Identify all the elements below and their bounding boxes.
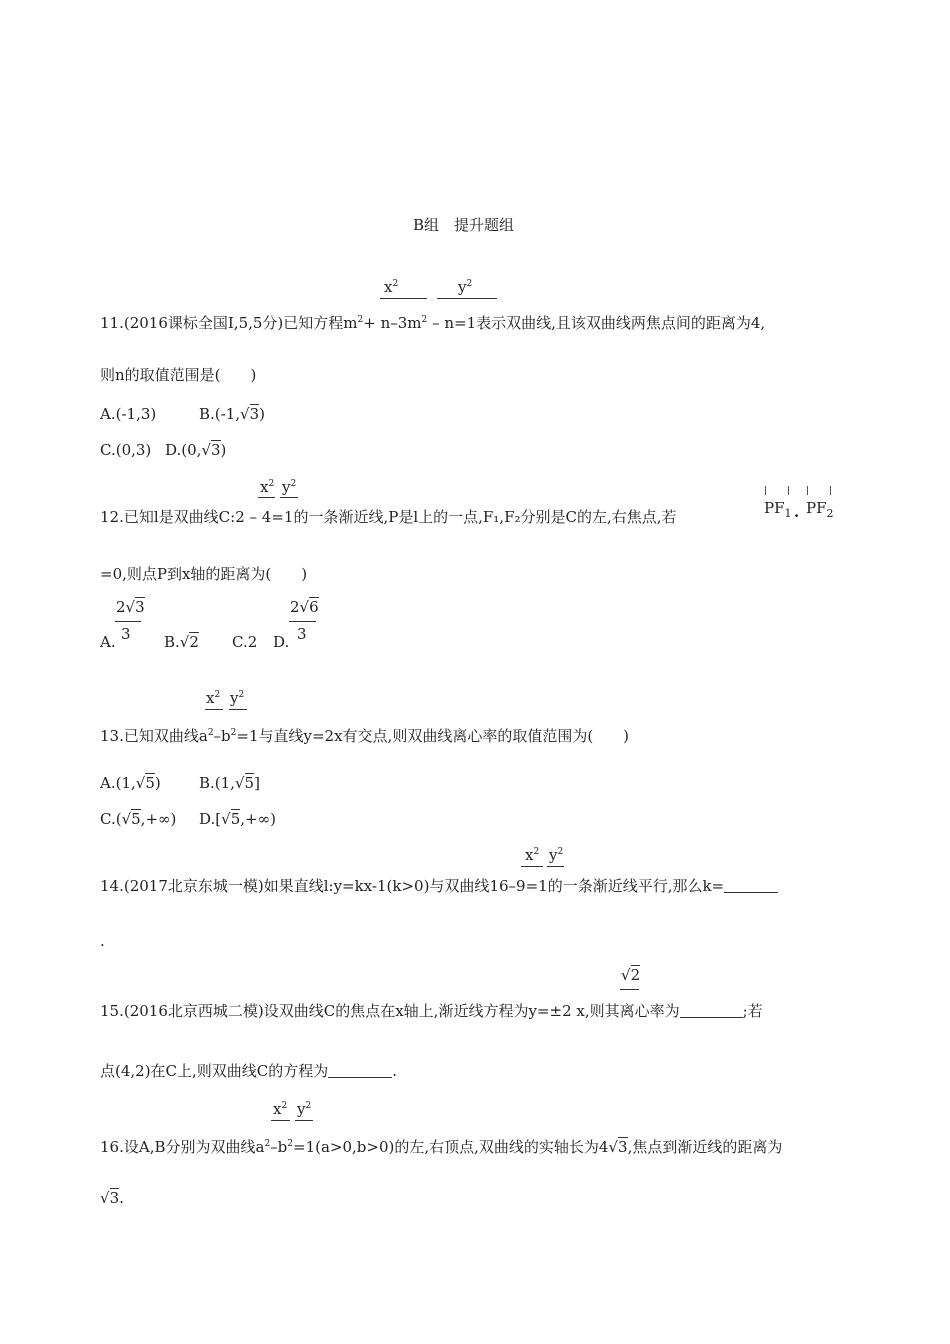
q15-line1: 15.(2016北京西城二模)设双曲线C的焦点在x轴上,渐近线方程为y=±2 x,则其离心率为 ;若 xyxy=(100,1002,763,1020)
q14-line1: 14.(2017北京东城一模)如果直线l:y=kx-1(k>0)与双曲线16–9=1的一条渐近线平行,那么k= xyxy=(100,877,778,895)
q13-option-c: C.(√5,+∞) xyxy=(100,810,177,828)
q13-option-a: A.(1,√5) xyxy=(100,774,161,792)
q13-frac2-denominator: $b^2$ xyxy=(221,727,237,745)
q12-option-b: B.√2 xyxy=(164,633,199,651)
q16-line1: 16.设A,B分别为双曲线$a^2-b^2=1(a>0,b>0)$的左,右顶点,双曲线的实轴长为4√3,焦点到渐近线的距离为 xyxy=(100,1138,783,1156)
q14-line2: . xyxy=(100,932,105,950)
q13-frac2-numerator: $y^2$ xyxy=(230,689,245,707)
q16-frac2-denominator: $b^2$ xyxy=(277,1138,294,1156)
q15-frac-bar xyxy=(620,989,639,990)
q12-option-c: C.2 xyxy=(232,633,258,651)
q12-line2: =0,则点P到x轴的距离为( ) xyxy=(100,565,308,583)
q12-frac2-bar xyxy=(280,497,298,498)
q11-frac2-numerator: $y^2$ xyxy=(458,278,473,296)
q14-frac1-denominator: 16 xyxy=(489,877,509,895)
q16-radical-2: 3 xyxy=(109,1189,120,1207)
q12-option-d-label: D. xyxy=(273,633,290,651)
q12-option-d-bar xyxy=(289,621,316,622)
q11-line2: 则n的取值范围是( ) xyxy=(100,366,257,384)
q12-option-d-numerator: 2√6 xyxy=(290,598,319,616)
q11-frac1-bar xyxy=(380,298,427,299)
q11-option-c: C.(0,3) xyxy=(100,441,152,459)
q16-radical-1: 3 xyxy=(618,1138,628,1156)
q14-frac2-denominator: 9 xyxy=(516,877,526,895)
q14-answer-blank[interactable] xyxy=(724,878,778,893)
q12-option-a-numerator: 2√3 xyxy=(116,598,145,616)
q14-frac2-bar xyxy=(547,866,564,867)
q15-eccentricity-blank[interactable] xyxy=(680,1003,743,1018)
q14-frac1-numerator: $x^2$ xyxy=(525,846,540,864)
q15-equation-blank[interactable] xyxy=(328,1063,392,1078)
q13-frac2-bar xyxy=(229,709,247,710)
q13-frac1-denominator: $a^2$ xyxy=(198,727,214,745)
q16-frac1-bar xyxy=(271,1120,290,1121)
q12-vector-arrow-2b xyxy=(830,486,831,495)
q16-line2: √3. xyxy=(100,1189,124,1207)
q12-frac1-denominator: 2 xyxy=(235,508,245,526)
q11-frac2-denominator: $3m^2$ – n xyxy=(397,314,454,332)
q11-frac2-bar xyxy=(437,298,497,299)
q12-vector-arrow-1b xyxy=(788,486,789,495)
q13-frac1-numerator: $x^2$ xyxy=(206,689,221,707)
q12-frac1-bar xyxy=(258,497,275,498)
q11-option-b: B.(-1,√3) xyxy=(199,405,265,423)
q12-option-d-denominator: 3 xyxy=(297,625,307,643)
q12-dot-product: · xyxy=(794,507,800,525)
q12-vector-pf2: $PF_2$ xyxy=(806,499,834,520)
q12-line1: 12.已知l是双曲线C:2 – 4=1的一条渐近线,P是l上的一点,F₁,F₂分别是C的左,右焦点,若 xyxy=(100,508,677,526)
q13-option-d: D.[√5,+∞) xyxy=(199,810,276,828)
q11-line1: 11.(2016课标全国Ⅰ,5,5分)已知方程$m^2+ n-3m^2 - n=1$表示双曲线,且该双曲线两焦点间的距离为4, xyxy=(100,314,766,332)
q12-vector-arrow-1 xyxy=(765,486,766,495)
q12-frac2-numerator: $y^2$ xyxy=(282,478,297,496)
q12-option-a-denominator: 3 xyxy=(121,625,131,643)
q12-vector-arrow-2 xyxy=(807,486,808,495)
q14-frac2-numerator: $y^2$ xyxy=(549,846,564,864)
q16-frac1-numerator: $x^2$ xyxy=(273,1100,288,1118)
q12-vector-pf1: $PF_1$ xyxy=(764,499,792,520)
section-title: B组 提升题组 xyxy=(413,216,515,234)
q16-frac2-bar xyxy=(295,1120,313,1121)
q16-frac1-denominator: $a^2$ xyxy=(255,1138,271,1156)
q13-line1: 13.已知双曲线$a^2-b^2=1$与直线y=2x有交点,则双曲线离心率的取值范围为( ) xyxy=(100,727,630,745)
q12-option-a-bar xyxy=(115,621,141,622)
q15-frac-denominator: 2 xyxy=(562,1002,572,1020)
q11-frac1-denominator: $m^2+ n$ xyxy=(343,314,391,332)
q13-option-b: B.(1,√5] xyxy=(199,774,260,792)
q14-frac1-bar xyxy=(521,866,543,867)
q11-frac1-numerator: $x^2$ xyxy=(384,278,399,296)
q12-frac2-denominator: 4 xyxy=(261,508,272,526)
q12-option-a-label: A. xyxy=(100,633,116,651)
q16-frac2-numerator: $y^2$ xyxy=(297,1100,312,1118)
q12-frac1-numerator: $x^2$ xyxy=(260,478,275,496)
q15-frac-numerator: √2 xyxy=(621,966,641,984)
q15-line2: 点(4,2)在C上,则双曲线C的方程为 . xyxy=(100,1062,398,1080)
q11-option-d: D.(0,√3) xyxy=(165,441,227,459)
q13-frac1-bar xyxy=(205,709,223,710)
q11-option-a: A.(-1,3) xyxy=(100,405,157,423)
